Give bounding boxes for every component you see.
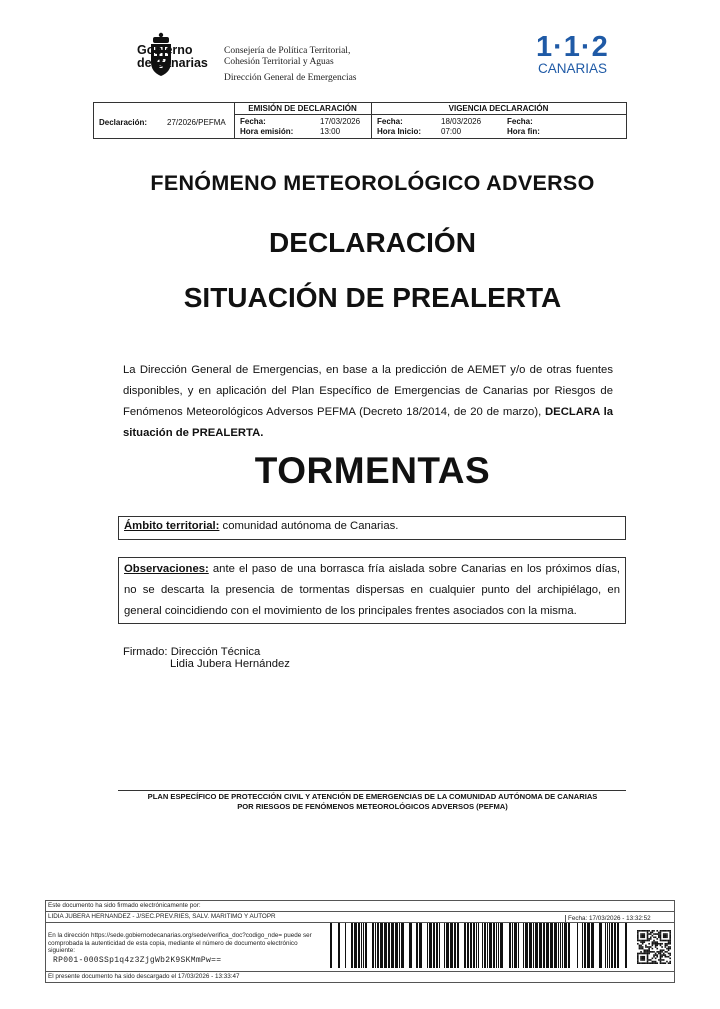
footer-divider [118,790,626,791]
vig-hora-inicio-label: Hora Inicio: [377,127,422,136]
qr-code-image [637,930,671,964]
footer-line-2: POR RIESGOS DE FENÓMENOS METEOROLÓGICOS ADVERSOS (PEFMA) [237,802,508,811]
vigencia-header: VIGENCIA DECLARACIÓN [371,103,626,115]
sig-signer: LIDIA JUBERA HERNANDEZ - J/SEC.PREV.RIES, SALV. MARITIMO Y AUTOPR [48,913,276,920]
gov-line-1: Gobierno [137,43,193,57]
vig-fecha-label: Fecha: [377,117,403,126]
sig-verif-text: En la dirección https://sede.gobiernodecanarias.org/sede/verifica_doc?codigo_nde= puede ser comprobada la autenticidad de esta copia, mediante el número de documento electrónico siguiente: [48,932,312,954]
title-declaracion: DECLARACIÓN [269,227,476,258]
decl-label: Declaración: [99,118,148,127]
logo-112-region: CANARIAS [538,61,608,76]
sig-row-bottom [46,971,674,972]
decl-cell [94,103,235,138]
title-fenomeno: FENÓMENO METEOROLÓGICO ADVERSO [150,171,595,195]
emision-fecha-value: 17/03/2026 [320,117,361,126]
consejeria-line-1: Consejería de Política Territorial, [224,46,351,56]
ambito-label: Ámbito territorial: [124,520,220,532]
observaciones-value: ante el paso de una borrasca fría aislada sobre Canarias en los próximos días, no se descarta la presencia de tormentas dispersas en cualquier punto del archipiélago, en general coincidiendo con el movimiento de los principales frentes asociados con la misma. [124,563,620,617]
logo-112 [536,32,616,84]
title-tormentas: TORMENTAS [254,450,491,491]
gov-line-2: de Canarias [137,56,208,70]
observaciones-box [118,557,626,624]
sig-row-2 [46,911,674,923]
vig-hora-fin-label: Hora fin: [507,127,540,136]
vig-fecha-value: 18/03/2026 [441,117,482,126]
sig-code: RP001-000SSp1q4z3ZjgWb2K9SKMmPw== [53,956,222,965]
logo-112-number: 1·1·2 [536,31,609,63]
paragraph-bold: DECLARA la situación de PREALERTA. [123,406,613,439]
emision-hora-label: Hora emisión: [240,127,294,136]
vigencia-cell [371,103,626,138]
footer-plan [0,792,720,812]
declaration-paragraph [123,360,613,444]
paragraph-text: La Dirección General de Emergencias, en base a la predicción de AEMET y/o de otras fuentes disponibles, y en aplicación del Plan Específico de Emergencias de Canarias por Riesgos de Fenómenos Meteorológicos Adversos PEFMA (Decreto 18/2014, de 20 de marzo), [123,364,613,418]
emision-hora-value: 13:00 [320,127,341,136]
emision-header: EMISIÓN DE DECLARACIÓN [234,103,371,115]
footer-line-1: PLAN ESPECÍFICO DE PROTECCIÓN CIVIL Y ATENCIÓN DE EMERGENCIAS DE LA COMUNIDAD AUTÓNOMA DE CANARIAS [147,792,598,801]
firmado-name: Lidia Jubera Hernández [170,658,290,670]
title-situacion: SITUACIÓN DE PREALERTA [183,282,562,313]
ambito-box [118,516,626,540]
consejeria [224,46,350,67]
observaciones-label: Observaciones: [124,563,209,575]
consejeria-line-2: Cohesión Territorial y Aguas [224,56,334,67]
declaration-table [93,102,627,139]
decl-value: 27/2026/PEFMA [167,118,226,127]
sig-line-1: Este documento ha sido firmado electrónicamente por: [48,902,201,909]
sig-fecha: Fecha: 17/03/2026 - 13:32:52 [565,915,651,925]
firmado-label: Firmado: Dirección Técnica [123,646,261,658]
direccion-general: Dirección General de Emergencias [224,73,357,83]
sig-descargado: El presente documento ha sido descargado el 17/03/2026 - 13:33:47 [48,973,240,980]
ambito-value: comunidad autónoma de Canarias. [219,520,399,532]
emision-fecha-label: Fecha: [240,117,266,126]
barcode-image [330,923,630,968]
vig-hora-inicio-value: 07:00 [441,127,462,136]
gobierno-canarias-name [137,44,208,70]
emision-cell [234,103,372,138]
vig-fecha2-label: Fecha: [507,117,533,126]
